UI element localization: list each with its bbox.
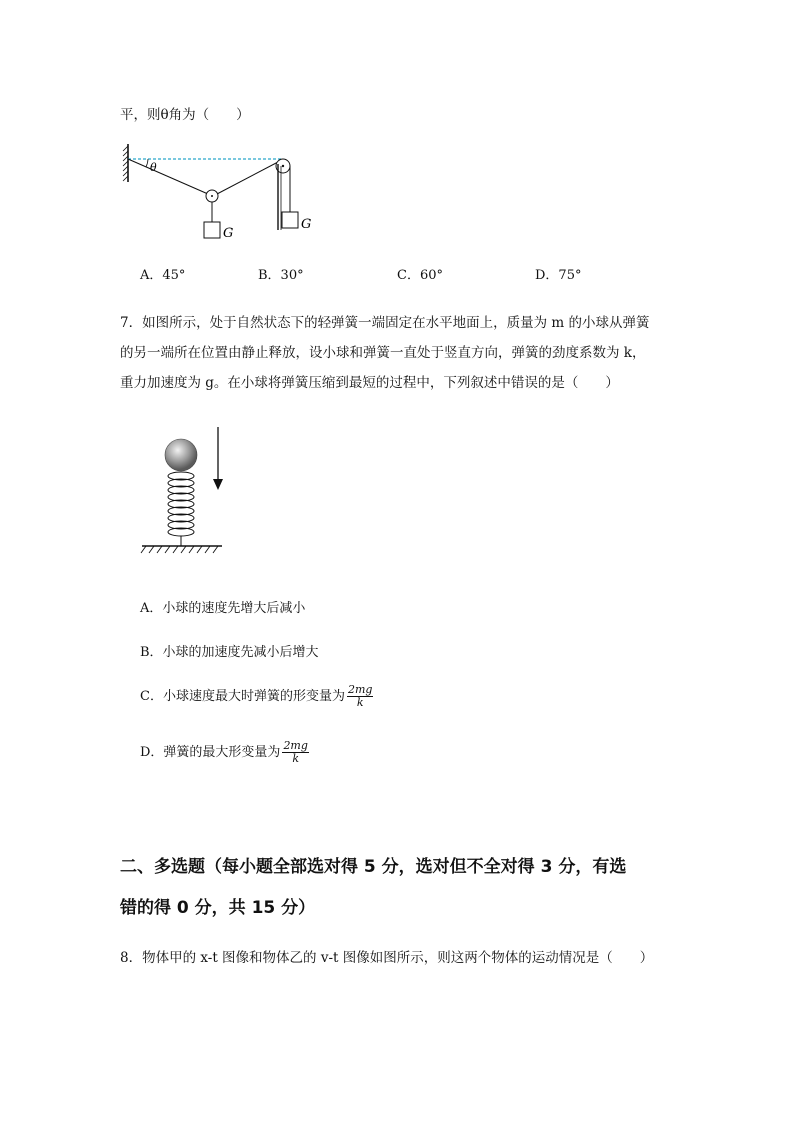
q8-question: 8．物体甲的 x-t 图像和物体乙的 v-t 图像如图所示，则这两个物体的运动情况是（ ）: [120, 950, 654, 966]
q7-option-c-text: C．小球速度最大时弹簧的形变量为: [140, 689, 345, 704]
q6-option-d: D．75°: [535, 268, 582, 283]
q7-option-b: B．小球的加速度先减小后增大: [140, 645, 319, 660]
theta-label: θ: [150, 161, 157, 174]
weight-label-1: G: [223, 226, 234, 241]
q6-option-b: B．30°: [258, 268, 304, 283]
q6-option-c: C．60°: [397, 268, 443, 283]
q7-option-c: [140, 684, 373, 709]
q7-option-a: A．小球的速度先增大后减小: [140, 601, 306, 616]
q6-pulley-figure: [120, 140, 320, 245]
q6-question-tail: 平，则θ角为（ ）: [120, 107, 250, 123]
q6-option-a: A．45°: [140, 268, 186, 283]
q7-line-1: 7．如图所示，处于自然状态下的轻弹簧一端固定在水平地面上，质量为 m 的小球从弹簧: [120, 315, 650, 331]
q7-option-d: [140, 740, 309, 765]
q7-line-3: 重力加速度为 g。在小球将弹簧压缩到最短的过程中，下列叙述中错误的是（ ）: [120, 375, 619, 391]
q7-option-d-fraction: $\frac{2mg}{k}$: [283, 739, 308, 765]
section-2-heading-line-1: 二、多选题（每小题全部选对得 5 分，选对但不全对得 3 分，有选: [120, 857, 627, 877]
q7-spring-figure: [140, 425, 230, 560]
section-2-heading-line-2: 错的得 0 分，共 15 分）: [120, 898, 316, 918]
q7-line-2: 的另一端所在位置由静止释放，设小球和弹簧一直处于竖直方向，弹簧的劲度系数为 k，: [120, 345, 646, 361]
q7-option-d-text: D．弹簧的最大形变量为: [140, 745, 281, 760]
q7-option-c-fraction: $\frac{2mg}{k}$: [347, 683, 373, 709]
weight-label-2: G: [301, 217, 312, 232]
